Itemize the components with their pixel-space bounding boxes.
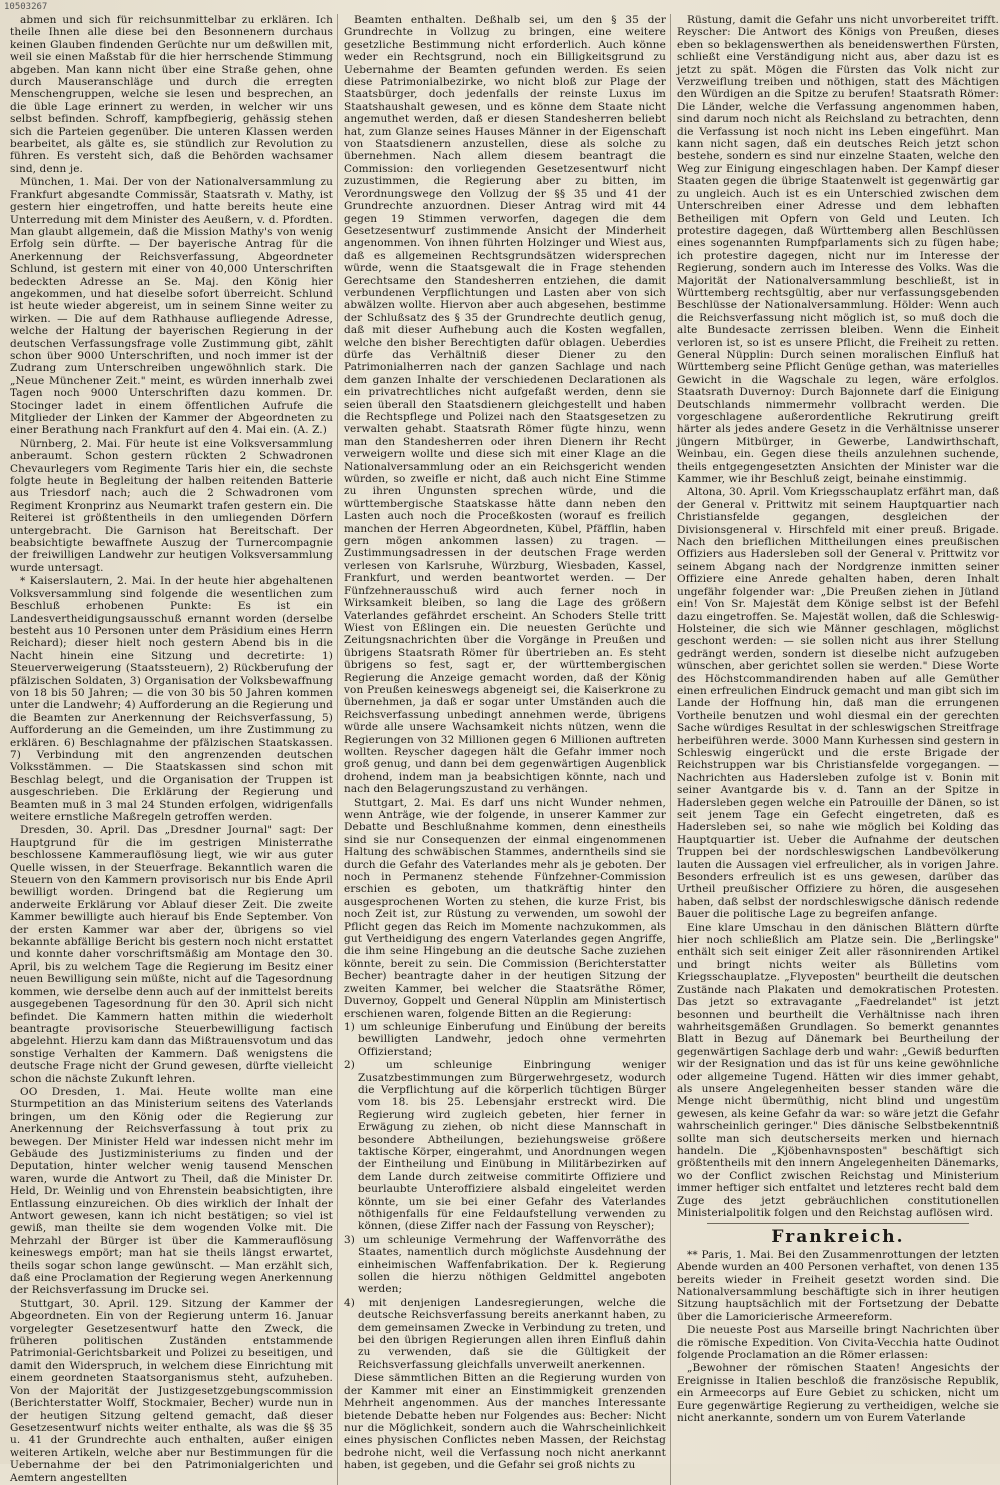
column-1 xyxy=(10,14,333,1485)
paragraph-dresden-30-april: Dresden, 30. April. Das „Dresdner Journal" sagt: Der Hauptgrund für die im gestrigen Ministerrathe beschlossene Kammerauflösung liegt, wie wir aus guter Quelle wissen, in der Steuerfrage. Bekanntlich waren die Steuern von den Kammern provisorisch nur bis Ende April bewilligt worden. Dringend bat die Regierung um anderweite Erklärung vor Ablauf dieser Zeit. Die zweite Kammer bewilligte auch hierauf bis Ende September. Von der ersten Kammer war aber der, übrigens so viel bekannte abfällige Bericht bis gestern noch nicht erstattet und konnte daher vorschriftsmäßig am Montage den 30. April, bis zu welchem Tage die Regierung im Besitz einer neuen Bewilligung sein müßte, nicht auf die Tagesordnung kommen, wie derselbe denn auch auf der inmittelst bereits ausgegebenen Tagesordnung für den 30. April sich nicht befindet. Die Kammern hatten mithin die wiederholt beantragte provisorische Steuerbewilligung factisch abgelehnt. Hierzu kam dann das Mißtrauensvotum und das sonstige Verhalten der Kammern. Daß wenigstens die deutsche Frage nicht der Grund gewesen, dürfte vielleicht schon die nächste Zukunft lehren. xyxy=(10,824,333,1085)
column-2 xyxy=(337,14,666,1485)
paragraph: abmen und sich für reichsunmittelbar zu erklären. Ich theile Ihnen alle diese bei den Besonnenern durchaus keinen Glauben findenden Gerüchte nur um deßwillen mit, weil sie einen Maßstab für die hier herrschende Stimmung abgeben. Man kann nicht über eine Straße gehen, ohne durch Mauseranschläge und durch die erregten Menschengruppen, welche sie lesen und besprechen, an die üble Lage erinnert zu werden, in welcher wir uns selbst befinden. Schroff, kampfbegierig, gehässig stehen sich die Parteien gegenüber. Die unteren Klassen werden bearbeitet, als gälte es, sie stündlich zur Revolution zu führen. Es versteht sich, daß die Behörden wachsamer sind, denn je. xyxy=(10,14,333,175)
column-3 xyxy=(670,14,999,1485)
paragraph-nuernberg: Nürnberg, 2. Mai. Für heute ist eine Volksversammlung anberaumt. Schon gestern rückten 2 Schwadronen Chevaurlegers vom Regimente Taris hier ein, die sechste folgte heute in Begleitung der halben reitenden Batterie aus Triesdorf nach; auch die 2 Schwadronen vom Regiment Kronprinz aus Neumarkt trafen gestern ein. Die Reiterei ist größtentheils in den umliegenden Dörfern untergebracht. Die Garnison hat Bereitschaft. Der beabsichtigte bewaffnete Auszug der Turnercompagnie der freiwilligen Landwehr zur heutigen Volksversammlung wurde untersagt. xyxy=(10,437,333,574)
paragraph-muenchen: München, 1. Mai. Der von der Nationalversammlung zu Frankfurt abgesandte Commissär, Staatsrath v. Mathy, ist gestern hier eingetroffen, und hatte bereits heute eine Unterredung mit dem Minister des Aeußern, v. d. Pfordten. Man glaubt allgemein, daß die Mission Mathy's von wenig Erfolg sein dürfte. — Der bayerische Antrag für die Anerkennung der Reichsverfassung, Abgeordneter Schlund, ist gestern mit einer von 40,000 Unterschriften bedeckten Adresse an Se. Maj. den König hier angekommen, und hat dieselbe sofort überreicht. Schlund ist heute wieder abgereist, um in seinem Sinne weiter zu wirken. — Die auf dem Rathhause aufliegende Adresse, welche der Haltung der bayerischen Regierung in der deutschen Verfassungsfrage volle Zustimmung gibt, zählt schon über 9000 Unterschriften, und noch immer ist der Zudrang zum Unterschreiben ungewöhnlich stark. Die „Neue Münchener Zeit." meint, es würden innerhalb zwei Tagen noch 9000 Unterschriften dazu kommen. Dr. Stocinger ladet in einem öffentlichen Aufrufe die Mitglieder der Linken der Kammer der Abgeordneten zu einer Berathung nach Frankfurt auf den 4. Mai ein. (A. Z.) xyxy=(10,176,333,437)
page-number: 10503267 xyxy=(4,2,48,12)
paragraph: Beamten enthalten. Deßhalb sei, um den § 35 der Grundrechte in Vollzug zu bringen, eine weitere gesetzliche Bestimmung nicht erforderlich. Auch könne weder ein Rechtsgrund, noch ein Billigkeitsgrund zu Uebernahme der Beamten gefunden werden. Es seien diese Patrimonialbezirke, wo nicht bloß zur Plage der Staatsbürger, doch jedenfalls der reinste Luxus im Staatshaushalt gewesen, und es könne dem Staate nicht angemuthet werden, daß er diesen Standesherren beliebt hat, zum Glanze seines Hauses Männer in der Eigenschaft von Staatsdienern anzustellen, diese als solche zu übernehmen. Nach allem diesem beantragt die Commission: den vorliegenden Gesetzesentwurf nicht zuzustimmen, die Regierung aber zu bitten, im Verordnungswege den Vollzug der §§ 35 und 41 der Grundrechte anzuordnen. Dieser Antrag wird mit 44 gegen 19 Stimmen verworfen, dagegen die dem Gesetzesentwurf zustimmende Ansicht der Minderheit angenommen. Von ihnen führten Holzinger und Wiest aus, daß es allgemeinen Rechtsgrundsätzen widersprechen würde, wenn die Staatsgewalt die in Frage stehenden Gerechtsame den Standesherren entziehen, die damit verbundenen Verpflichtungen und Lasten aber von sich abwälzen wollte. Hiervon aber auch abgesehen, bestimme der Schlußsatz des § 35 der Grundrechte deutlich genug, daß mit dieser Aufhebung auch die Kosten wegfallen, welche den bisher Berechtigten dafür oblagen. Ueberdies dürfe das Verhältniß dieser Diener zu den Patrimonialherren nach der ganzen Sachlage und nach dem ganzen Inhalte der verschiedenen Declarationen als ein privatrechtliches nicht aufgefaßt werden, denn sie seien überall den Staatsdienern gleichgestellt und haben die Rechtspflege und Polizei nach den Staatsgesetzen zu verwalten gehabt. Staatsrath Römer fügte hinzu, wenn man den Standesherren oder ihren Dienern ihr Recht verweigern wollte und diese sich mit einer Klage an die Nationalversammlung oder an ein Reichsgericht wenden würden, so zweifle er nicht, daß auch nicht Eine Stimme zu ihren Ungunsten sprechen würde, und die württembergische Staatskasse hätte dann neben den Lasten auch noch die Proceßkosten (worauf es freilich manchen der Herren Abgeordneten, Kübel, Pfäfflin, haben gern mögen ankommen lassen) zu tragen. — Zustimmungsadressen in der deutschen Frage werden verlesen von Karlsruhe, Würzburg, Wiesbaden, Kassel, Frankfurt, und werden beantwortet werden. — Der Fünfzehnerausschuß wird auch ferner noch in Wirksamkeit bleiben, so lang die Lage des größern Vaterlandes gefährdet erscheint. An Schoders Stelle tritt Wiest von Eßlingen ein. Die neuesten Gerüchte und Zeitungsnachrichten über die Vorgänge in Preußen und übrigens Staatsrath Römer für übertrieben an. Es steht übrigens so fest, sagt er, der württembergischen Regierung die Anzeige gemacht worden, daß der König von Preußen keineswegs abgeneigt sei, die Kaiserkrone zu übernehmen, ja daß er sogar unter Umständen auch die Reichsverfassung unbedingt annehmen werde, übrigens würde alle unsere Wachsamkeit nichts nützen, wenn die Regierungen von 32 Millionen gegen 6 Millionen auftreten wollten. Reyscher dagegen hält die Gefahr immer noch groß genug, und dann bei dem gegenwärtigen Augenblick drohend, indem man ja beabsichtigen könnte, nach und nach den Belagerungszustand zu verhängen. xyxy=(344,14,666,796)
paragraph-paris: ** Paris, 1. Mai. Bei den Zusammenrottungen der letzten Abende wurden an 400 Personen verhaftet, von denen 135 bereits wieder in Freiheit gesetzt worden sind. Die Nationalversammlung beschäftigte sich in ihrer heutigen Sitzung hauptsächlich mit der Fortsetzung der Debatte über die Lamoricierische Armeereform. xyxy=(677,1248,999,1323)
list-item: 2) um schleunige Einbringung weniger Zusatzbestimmungen zum Bürgerwehrgesetz, wodurch die Verpflichtung auf die körperlich tüchtigen Bürger vom 18. bis 25. Lebensjahr erstreckt wird. Die Regierung wird zugleich gebeten, hier ferner in Erwägung zu ziehen, ob nicht diese Mannschaft in besondere Abtheilungen, beziehungsweise größere taktische Körper, eingerahmt, und Anordnungen wegen der Eintheilung und Einübung in Militärbezirken auf dem Lande durch zeitweise commitirte Offiziere und beurlaubte Unteroffiziere alsbald eingeleitet werden könnte, um sie bei einer Gefahr des Vaterlandes nöthigenfalls für eine Feldaufstellung verwenden zu können, (diese Ziffer nach der Fassung von Reyscher); xyxy=(344,1059,666,1233)
list-item: 4) mit denjenigen Landesregierungen, welche die deutsche Reichsverfassung bereits anerkannt haben, zu dem gemeinsamen Zwecke in Verbindung zu treten, und bei den übrigen Regierungen allen ihren Einfluß dahin zu verwenden, daß sie die Gültigkeit der Reichsverfassung gleichfalls unverweilt anerkennen. xyxy=(344,1296,666,1371)
paragraph-dresden-1-mai: OO Dresden, 1. Mai. Heute wollte man eine Sturmpetition an das Ministerium seitens des Vaterlands bringen, um den König oder die Regierung zur Anerkennung der Reichsverfassung à tout prix zu bewegen. Der Minister Held war indessen nicht mehr im Gebäude des Justizministeriums zu finden und der Deputation, hinter welcher wenig tausend Menschen waren, wurde die Antwort zu Theil, daß die Minister Dr. Held, Dr. Weinlig und von Ehrenstein beabsichtigten, ihre Entlassung einzureichen. Ob dies wirklich der Inhalt der Antwort gewesen, kann ich nicht bestätigen; so viel ist gewiß, man theilte sie dem wogenden Volke mit. Die Mehrzahl der Bürger ist über die Kammerauflösung keineswegs empört; man hat sie theils längst erwartet, theils sogar schon lange gewünscht. — Man erzählt sich, daß eine Proclamation der Regierung wegen Anerkennung der Reichsverfassung im Drucke sei. xyxy=(10,1085,333,1297)
paragraph: Diese sämmtlichen Bitten an die Regierung wurden von der Kammer mit einer an Einstimmigkeit grenzenden Mehrheit angenommen. Aus der manches Interessante bietende Debatte heben nur Folgendes aus: Becher: Nicht nur die Möglichkeit, sondern auch die Wahrscheinlichkeit eines physischen Conflictes neben Massen, der Reichstag bedrohe nicht, weil die Verfassung noch nicht anerkannt haben, ist gegeben, und die Gefahr sei groß nichts zu xyxy=(344,1372,666,1472)
paragraph-stuttgart-2-mai: Stuttgart, 2. Mai. Es darf uns nicht Wunder nehmen, wenn Anträge, wie der folgende, in unserer Kammer zur Debatte und Beschlußnahme kommen, denn einestheils sind sie nur Consequenzen der einmal eingenommenen Haltung des schwäbischen Stammes, anderntheils sind sie durch die Gefahr des Vaterlandes mehr als je geboten. Der noch in Permanenz stehende Fünfzehner-Commission erschien es geboten, um thatkräftig hinter den ausgesprochenen Worten zu stehen, die kurze Frist, bis noch Zeit ist, zur Rüstung zu verwenden, um sowohl der Pflicht gegen das Reich im Momente nachzukommen, als gut Vertheidigung des engern Vaterlandes gegen Angriffe, die ihm seine Hingebung an die deutsche Sache zuziehen könnte, bereit zu sein. Die Commission (Berichterstatter Becher) beantragte daher in der heutigen Sitzung der zweiten Kammer, bei welcher die Staatsräthe Römer, Duvernoy, Goppelt und General Nüpplin am Ministertisch erschienen waren, folgende Bitten an die Regierung: xyxy=(344,796,666,1020)
section-heading-frankreich: Frankreich. xyxy=(771,1227,905,1248)
paragraph: Die neueste Post aus Marseille bringt Nachrichten über die römische Expedition. Von Civita-Vecchia hatte Oudinot folgende Proclamation an die Römer erlassen: xyxy=(677,1324,999,1362)
paragraph-kaiserslautern: * Kaiserslautern, 2. Mai. In der heute hier abgehaltenen Volksversammlung sind folgende die wesentlichen zum Beschluß erhobenen Punkte: Es ist ein Landesvertheidigungsausschuß ernannt worden (derselbe besteht aus 10 Personen unter dem Präsidium eines Herrn Reichard); dieser hielt noch gestern Abend bis in die Nacht hinein eine Sitzung und decretirte: 1) Steuerverweigerung (Staatssteuern), 2) Rückberufung der pfälzischen Soldaten, 3) Organisation der Volksbewaffnung von 18 bis 50 Jahren; — die von 30 bis 50 Jahren kommen unter die Landwehr; 4) Aufforderung an die Regierung und die Beamten zur Anerkennung der Reichsverfassung, 5) Aufforderung an die Gemeinden, um ihre Zustimmung zu erklären. 6) Beschlagnahme der pfälzischen Staatskassen. 7) Verbindung mit den angrenzenden deutschen Volksstämmen. — Die Staatskassen sind schon mit Beschlag belegt, und die Organisation der Truppen ist ausgeschrieben. Die Erklärung der Regierung und Beamten muß in 3 mal 24 Stunden erfolgen, widrigenfalls weitere ernstliche Maßregeln getroffen werden. xyxy=(10,575,333,823)
text-columns xyxy=(10,14,999,1484)
paragraph-danish-papers: Eine klare Umschau in den dänischen Blättern dürfte hier noch schließlich am Platze sein. Die „Berlingske" enthält sich seit einiger Zeit aller räsonnirenden Artikel und bringt nichts weiter als Bülletins vom Kriegsschauplatze. „Flyveposten" beurtheilt die deutschen Zustände nach Plakaten und demokratischen Protesten. Das jetzt so extravagante „Faedrelandet" ist jetzt besonnen und beurtheilt die Verhältnisse nach ihren wahrheitsgemäßen Grundlagen. So bemerkt genanntes Blatt in Bezug auf Dänemark bei Beurtheilung der gegenwärtigen Sachlage derb und wahr: „Gewiß bedurften wir der Resignation und das ist für uns keine gewöhnliche oder allgemeine Tugend. Hätten wir dies immer gehabt, als unsere Angelegenheiten besser standen wäre die Menge nicht übermüthig, nicht blind und ungestüm gewesen, als keine Gefahr da war: so wäre jetzt die Gefahr wahrscheinlich geringer." Dies dänische Selbstbekenntniß sollte man sich deutscherseits merken und hiernach handeln. Die „Kjöbenhavnsposten" beschäftigt sich größtentheils mit den innern Angelegenheiten Dänemarks, wo der Conflict zwischen Reichstag und Ministerium immer heftiger sich entfaltet und letzteres recht bald dem Zuge des jetzt gebräuchlichen constitutionellen Ministerialpolitik folgen und den Reichstag auflösen wird. xyxy=(677,921,999,1219)
section-divider xyxy=(707,1223,969,1224)
paragraph: Rüstung, damit die Gefahr uns nicht unvorbereitet trifft. Reyscher: Die Antwort des Königs von Preußen, dieses eben so beklagenswerthen als beneidenswerthen Fürsten, schließt eine Verständigung nicht aus, aber dazu ist es jetzt zu spät. Mögen die Fürsten das Volk nicht zur Verzweiflung treiben und nöthigen, statt des Mächtigen den Würdigen an die Spitze zu berufen! Staatsrath Römer: Die Länder, welche die Verfassung angenommen haben, sind darum noch nicht als Reichsland zu betrachten, denn die Verfassung ist noch nicht ins Leben eingeführt. Man kann nicht sagen, daß ein deutsches Reich jetzt schon bestehe, sondern es sind nur einzelne Staaten, welche den Weg zur Einigung eingeschlagen haben. Der Kampf dieser Staaten gegen die übrige Staatenwelt ist gegenwärtig gar zu ungleich. Auch ist es ein Unterschied zwischen dem Unterschreiben einer Adresse und dem lebhaften Betheiligen mit Opfern von Geld und Leuten. Ich protestire dagegen, daß Württemberg allen Beschlüssen eines sogenannten Rumpfparlaments sich zu fügen habe; ich protestire dagegen, nicht nur im Interesse der Regierung, sondern auch im Interesse des Volks. Was die Majorität der Nationalversammlung beschließt, ist in Württemberg rechtsgültig, aber nur verfassungsgebenden Beschlüsse der Nationalversammlung. Hölder: Wenn auch die Reichsverfassung nicht möglich ist, so muß doch die alte Bundesacte zerrissen bleiben. Wenn die Einheit verloren ist, so ist es unsere Pflicht, die Freiheit zu retten. General Nüpplin: Durch seinen moralischen Einfluß hat Württemberg seine Pflicht Genüge gethan, was materielles Gewicht in die Wagschale zu legen, wäre erfolglos. Staatsrath Duvernoy: Durch Bajonnete darf die Einigung Deutschlands nimmermehr vollbracht werden. Die vorgeschlagene außerordentliche Rekrutirung greift härter als jedes andere Gesetz in die Verhältnisse unserer jüngern Mitbürger, in Gewerbe, Landwirthschaft, Weinbau, ein. Gegen diese theils anzulehnen suchende, theils entgegengesetzten Ansichten der Minister war die Kammer, wie ihr Beschluß zeigt, beinahe einstimmig. xyxy=(677,14,999,486)
list-item: 1) um schleunige Einberufung und Einübung der bereits bewilligten Landwehr, jedoch ohne vermehrten Offizierstand; xyxy=(344,1020,666,1058)
paragraph-altona: Altona, 30. April. Vom Kriegsschauplatz erfährt man, daß der General v. Prittwitz mit seinem Hauptquartier nach Christiansfelde gegangen, desgleichen der Divisionsgeneral v. Hirschfeld mit einer preuß. Brigade. Nach den brieflichen Mittheilungen eines preußischen Offiziers aus Hadersleben soll der General v. Prittwitz vor seinem Abgang nach der Nordgrenze inmitten seiner Offiziere eine Anrede gehalten haben, deren Inhalt ungefähr folgender war: „Die Preußen ziehen in Jütland ein! Von Sr. Majestät dem Könige selbst ist der Befehl dazu eingetroffen. Se. Majestät wollen, daß die Schleswig-Holsteiner, die sich wie Männer geschlagen, möglichst geschont werden: — sie sollen nicht aus ihrer Stellung gedrängt werden, sondern ist dieselbe nicht aufzugeben wünschen, aber gerichtet sollen sie werden." Diese Worte des Höchstcommandirenden haben auf alle Gemüther einen erfreulichen Eindruck gemacht und man gibt sich im Lande der Hoffnung hin, daß man die errungenen Vortheile benutzen und wohl diesmal ein der gerechten Sache würdiges Resultat in der schleswigschen Streitfrage herbeiführen werde. 3000 Mann Kurhessen sind gestern in Schleswig eingerückt und die erste Brigade der Reichstruppen war bis Christiansfelde vorgegangen. — Nachrichten aus Hadersleben zufolge ist v. Bonin mit seiner Avantgarde bis v. d. Tann an der Spitze in Hadersleben gegen welche ein Patrouille der Dänen, so ist seit jenem Tage ein Gefecht eingetreten, daß es Hadersleben sei, so nahe wie möglich bei Kolding das Hauptquartier ist. Ueber die Aufnahme der deutschen Truppen bei der nordschleswigschen Landbevölkerung lauten die Aussagen viel erfreulicher, als in vorigen Jahre. Besonders erfreulich ist es uns gewesen, darüber das Urtheil preußischer Offiziere zu hören, die ausgesehen haben, daß selbst der nordschleswigsche dänisch redende Bauer die politische Lage zu begreifen anfange. xyxy=(677,486,999,921)
list-item: 3) um schleunige Vermehrung der Waffenvorräthe des Staates, namentlich durch möglichste Ausdehnung der einheimischen Waffenfabrikation. Der k. Regierung sollen die hierzu nöthigen Geldmittel angeboten werden; xyxy=(344,1233,666,1296)
paragraph-stuttgart-30-april: Stuttgart, 30. April. 129. Sitzung der Kammer der Abgeordneten. Ein von der Regierung unterm 16. Januar vorgelegter Gesetzesentwurf hatte den Zweck, die früheren politischen Zuständen entstammende Patrimonial-Gerichtsbarkeit und Polizei zu beseitigen, und damit den Widerspruch, in welchem diese Einrichtung mit einem geordneten Staatsorganismus steht, aufzuheben. Von der Majorität der Justizgesetzgebungscommission (Berichterstatter Wolff, Stockmaier, Becher) wurde nun in der heutigen Sitzung geltend gemacht, daß dieser Gesetzesentwurf nichts weiter enthalte, als was die §§ 35 u. 41 der Grundrechte auch enthalten, außer einigen weiteren Artikeln, welche aber nur Bestimmungen für die Uebernahme der bei den Patrimonialgerichten und Aemtern angestellten xyxy=(10,1297,333,1484)
paragraph-proclamation: „Bewohner der römischen Staaten! Angesichts der Ereignisse in Italien beschloß die französische Republik, ein Armeecorps auf Eure Gebiet zu schicken, nicht um Eure gegenwärtige Regierung zu vertheidigen, welche sie nicht anerkannte, sondern um von Eurem Vaterlande xyxy=(677,1362,999,1425)
